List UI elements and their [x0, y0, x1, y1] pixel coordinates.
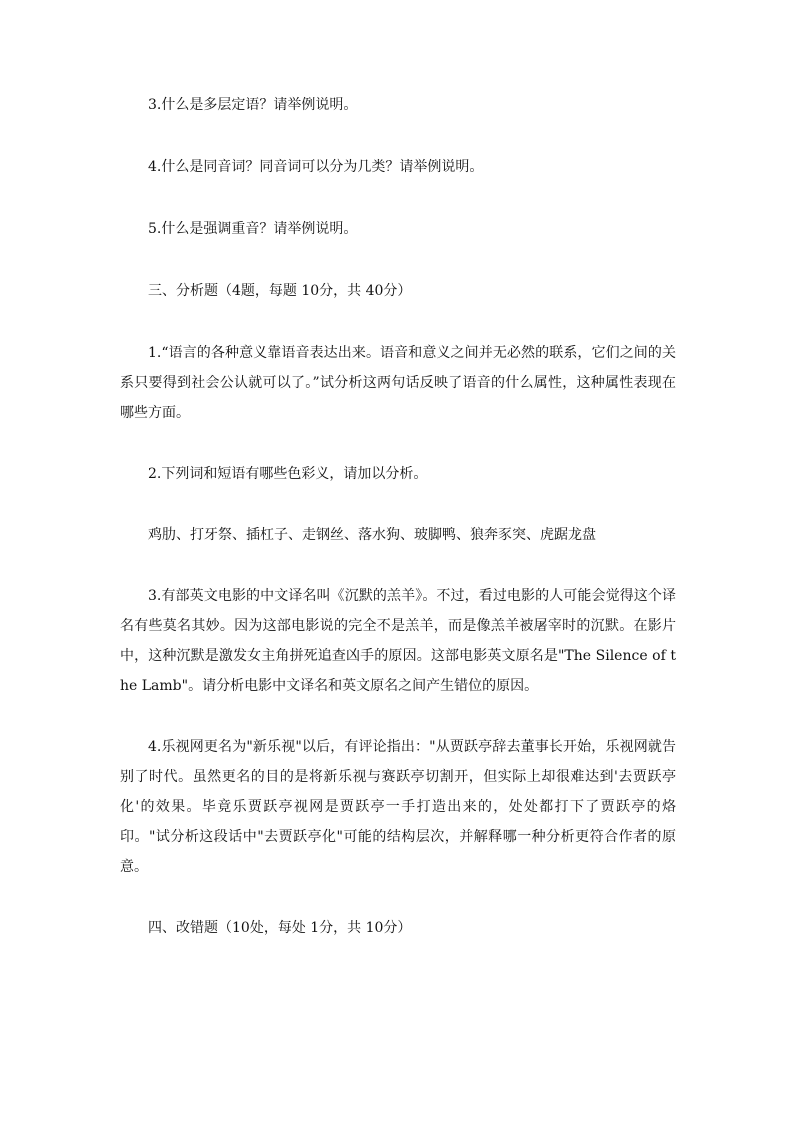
analysis-question-1: 1.“语言的各种意义靠语音表达出来。语音和意义之间并无必然的联系，它们之间的关系只要得到社会公认就可以了。”试分析这两句话反映了语音的什么属性，这种属性表现在哪些方面。 — [120, 345, 676, 421]
analysis-question-2-words: 鸡肋、打牙祭、插杠子、走钢丝、落水狗、玻脚鸭、狼奔豕突、虎踞龙盘 — [148, 527, 596, 543]
analysis-question-3: 3.有部英文电影的中文译名叫《沉默的羔羊》。不过，看过电影的人可能会觉得这个译名有些莫名其妙。因为这部电影说的完全不是羔羊，而是像羔羊被屠宰时的沉默。在影片中，这种沉默是激发女主角拼死追查凶手的原因。这部电影英文原名是"The Silence of the Lamb"。请分析电影中文译名和英文原名之间产生错位的原因。 — [120, 588, 676, 694]
section-4-heading: 四、改错题（10处，每处 1分，共 10分） — [148, 920, 412, 936]
document-page — [120, 90, 676, 943]
question-short-3: 3.什么是多层定语？请举例说明。 — [148, 97, 358, 113]
analysis-question-4: 4.乐视网更名为"新乐视"以后，有评论指出："从贾跃亭辞去董事长开始，乐视网就告别了时代。虽然更名的目的是将新乐视与赛跃亭切割开，但实际上却很难达到'去贾跃亭化'的效果。毕竟乐贾跃亭视网是贾跃亭一手打造出来的，处处都打下了贾跃亭的烙印。"试分析这段话中"去贾跃亭化"可能的结构层次，并解释哪一种分析更符合作者的原意。 — [120, 739, 676, 875]
analysis-question-2: 2.下列词和短语有哪些色彩义，请加以分析。 — [148, 466, 428, 482]
question-short-4: 4.什么是同音词？同音词可以分为几类？请举例说明。 — [148, 159, 484, 175]
section-3-heading: 三、分析题（4题，每题 10分，共 40分） — [148, 283, 412, 299]
question-short-5: 5.什么是强调重音？请举例说明。 — [148, 221, 358, 237]
